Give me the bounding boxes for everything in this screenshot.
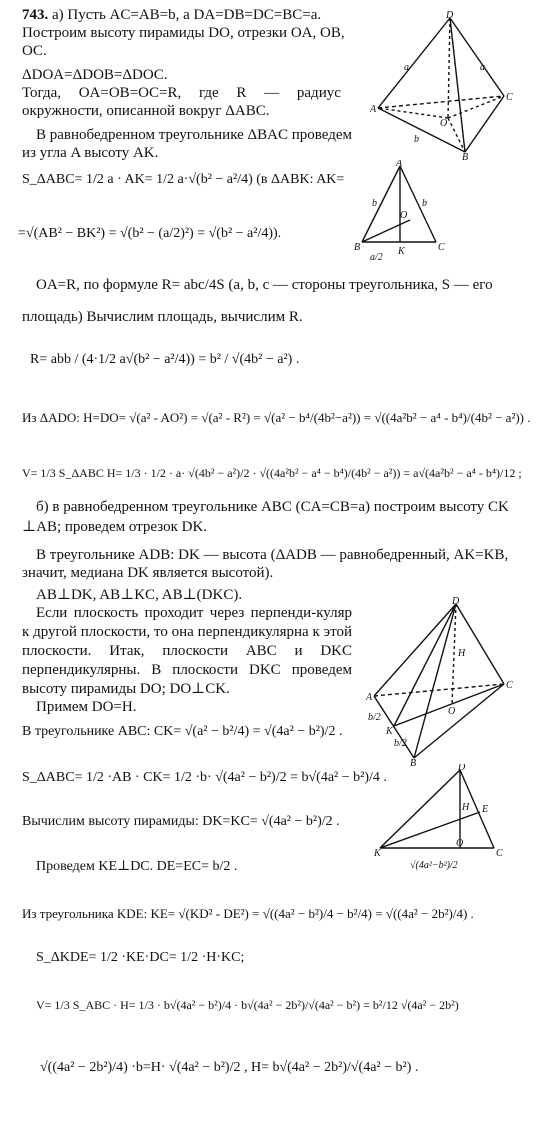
svg-text:H: H	[462, 802, 470, 813]
svg-text:D: D	[452, 596, 460, 607]
formula-line: В треугольнике ABC: CK= √(a² − b²/4) = √(4a² − b²)/2 .	[22, 724, 343, 739]
text-line: Тогда, OA=OB=OC=R, где R — радиус	[22, 85, 341, 101]
svg-text:a: a	[404, 62, 409, 73]
formula-line: Из треугольника KDE: KE= √(KD² - DE²) = √((4a² − b²)/4 − b²/4) = √((4a² − 2b²)/4) .	[22, 906, 474, 921]
pyramid-figure-3	[364, 596, 534, 766]
svg-text:b: b	[414, 134, 419, 145]
svg-text:b/2: b/2	[368, 712, 381, 723]
svg-text:O: O	[440, 118, 448, 129]
triangle-figure-2	[354, 160, 454, 264]
svg-text:b: b	[422, 198, 427, 209]
svg-text:B: B	[354, 242, 361, 253]
svg-text:A: A	[366, 692, 373, 703]
formula-line: S_ΔABC= 1/2 a · AK= 1/2 a·√(b² − a²/4) (в ΔABK: AK=	[22, 172, 345, 187]
svg-text:K: K	[386, 726, 393, 737]
formula-line: √((4a² − 2b²)/4) ·b=H· √(4a² − b²)/2 , H= b√(4a² − 2b²)/√(4a² − b²) .	[40, 1060, 419, 1075]
svg-text:C: C	[496, 848, 503, 859]
svg-text:√(4a²−b²)/2: √(4a²−b²)/2	[410, 860, 458, 871]
svg-text:A: A	[370, 104, 377, 115]
svg-text:b: b	[372, 198, 377, 209]
formula-line: =√(AB² − BK²) = √(b² − (a/2)²) = √(b² − a²/4)).	[18, 226, 282, 241]
formula-line: V= 1/3 S_ΔABC H= 1/3 · 1/2 · a· √(4b² − a²)/2 · √((4a²b² − a⁴ − b⁴)/(4b² − a²)) = a√(4a²b² − a⁴ - b⁴)/12 ;	[22, 466, 522, 480]
formula-line: Проведем KE⊥DC. DE=EC= b/2 .	[36, 859, 238, 874]
svg-text:O: O	[448, 706, 456, 717]
triangle-figure-4	[374, 764, 514, 874]
svg-text:H: H	[458, 648, 466, 659]
svg-text:A: A	[396, 160, 403, 169]
text-line: Построим высоту пирамиды DO, отрезки OA, OB,	[22, 25, 345, 41]
svg-text:b/2: b/2	[394, 738, 407, 749]
paragraph: Если плоскость проходит через перпенди-куляр к другой плоскости, то она перпендикулярна к этой плоскости. Итак, плоскости ABC и DKC перпендикулярны. В плоскости DKC проведем высоту пирамиды DO; DO⊥CK.	[22, 605, 352, 697]
text-line: В треугольнике ADB: DK — высота (ΔADB — равнобедренный, AK=KB,	[36, 547, 509, 563]
text-line: ⊥AB; проведем отрезок DK.	[22, 519, 208, 535]
svg-text:B: B	[410, 758, 417, 766]
formula-line: R= abb / (4·1/2 a√(b² − a²/4)) = b² / √(4b² − a²) .	[30, 352, 300, 367]
svg-text:C: C	[506, 92, 513, 103]
text-line: значит, медиана DK является высотой).	[22, 565, 274, 581]
svg-text:a/2: a/2	[370, 252, 383, 263]
text-line: Примем DO=H.	[36, 699, 137, 715]
formula-line: S_ΔABC= 1/2 ·AB · CK= 1/2 ·b· √(4a² − b²)/2 = b√(4a² − b²)/4 .	[22, 770, 387, 785]
formula-line: V= 1/3 S_ABC · H= 1/3 · b√(4a² − b²)/4 · b√(4a² − 2b²)/√(4a² − b²) = b²/12 √(4a² − 2b²)	[36, 998, 459, 1012]
svg-text:D: D	[458, 764, 466, 773]
svg-text:O: O	[456, 838, 464, 849]
formula-line: Из ΔADO: H=DO= √(a² - AO²) = √(a² - R²) = √(a² − b⁴/(4b²−a²)) = √((4a²b² − a⁴ - b⁴)/(4b² − a²)) .	[22, 410, 531, 425]
problem-header: 743. а) Пусть AC=AB=b, а DA=DB=DC=BC=a.	[22, 7, 322, 23]
svg-text:K: K	[374, 848, 381, 859]
text-line: OA=R, по формуле R= abc/4S (a, b, c — стороны треугольника, S — его	[36, 277, 493, 293]
formula-line: Вычислим высоту пирамиды: DK=KC= √(4a² − b²)/2 .	[22, 814, 340, 829]
text-line: OC.	[22, 43, 47, 59]
text-line: В равнобедренном треугольнике ΔBAC проведем	[36, 127, 353, 143]
text-line: б) в равнобедренном треугольнике ABC (CA=CB=a) построим высоту CK	[36, 499, 509, 515]
svg-text:B: B	[462, 152, 469, 160]
svg-text:a: a	[480, 62, 485, 73]
svg-text:O: O	[400, 210, 408, 221]
svg-text:C: C	[506, 680, 513, 691]
text-line: площадь) Вычислим площадь, вычислим R.	[22, 309, 303, 325]
text-line: из угла A высоту AK.	[22, 145, 159, 161]
text-line: AB⊥DK, AB⊥KC, AB⊥(DKC).	[36, 587, 243, 603]
svg-text:K: K	[398, 246, 405, 257]
text-line: окружности, описанной вокруг ΔABC.	[22, 103, 270, 119]
svg-text:C: C	[438, 242, 445, 253]
problem-number: 743.	[22, 7, 49, 23]
text-line: ΔDOA=ΔDOB=ΔDOC.	[22, 67, 168, 83]
pyramid-figure-1	[370, 10, 530, 160]
svg-text:D: D	[446, 10, 454, 21]
formula-line: S_ΔKDE= 1/2 ·KE·DC= 1/2 ·H·KC;	[36, 950, 245, 965]
svg-text:E: E	[482, 804, 489, 815]
